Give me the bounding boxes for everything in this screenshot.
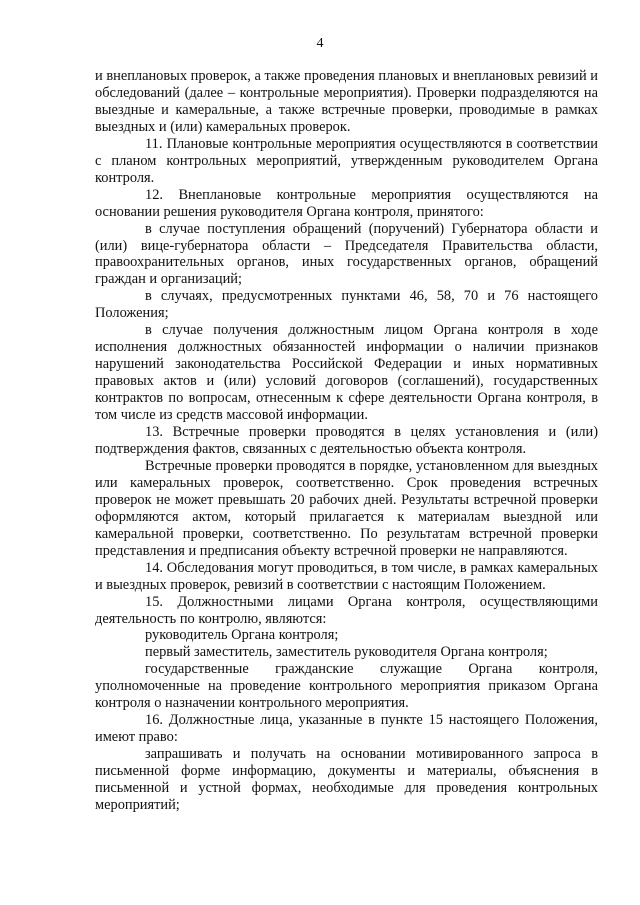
paragraph-subitem: в случаях, предусмотренных пунктами 46, 58, 70 и 76 настоящего Положения; bbox=[95, 288, 598, 322]
paragraph-subitem: запрашивать и получать на основании мотивированного запроса в письменной форме информацию, документы и материалы, объяснения в письменной и устной формах, необходимые для проведения контрольных мероприятий; bbox=[95, 746, 598, 813]
paragraph-subitem: руководитель Органа контроля; bbox=[145, 627, 339, 644]
paragraph-item-13: 13. Встречные проверки проводятся в целях установления и (или) подтверждения фактов, связанных с деятельностью объекта контроля. bbox=[95, 424, 598, 457]
page-number: 4 bbox=[316, 36, 324, 51]
document-body bbox=[95, 68, 598, 814]
paragraph-item-16: 16. Должностные лица, указанные в пункте 15 настоящего Положения, имеют право: bbox=[95, 712, 598, 746]
paragraph-item-14: 14. Обследования могут проводиться, в том числе, в рамках камеральных и выездных проверок, ревизий в соответствии с настоящим Положением. bbox=[95, 559, 598, 593]
paragraph-subitem: государственные гражданские служащие Органа контроля, уполномоченные на проведение контрольного мероприятия приказом Органа контроля о назначении контрольного мероприятия. bbox=[95, 661, 598, 712]
paragraph-item-11: 11. Плановые контрольные мероприятия осуществляются в соответствии с планом контрольных мероприятий, утвержденным руководителем Органа контроля. bbox=[95, 135, 598, 186]
paragraph-subitem: в случае получения должностным лицом Органа контроля в ходе исполнения должностных обязанностей информации о наличии признаков нарушений законодательства Российской Федерации и иных нормативных правовых актов и (или) условий договоров (соглашений), государственных контрактов по вопросам, отнесенным к сфере деятельности Органа контроля, в том числе из средств массовой информации. bbox=[95, 322, 598, 424]
paragraph-text: Встречные проверки проводятся в порядке, установленном для выездных или камеральных проверок, соответственно. Срок проведения встречных проверок не может превышать 20 рабочих дней. Результаты встречной проверки оформляются актом, который прилагается к материалам выездной или камеральной проверки, соответственно. По результатам встречной проверки представления и предписания объекту встречной проверки не направляются. bbox=[95, 457, 598, 559]
paragraph-item-15: 15. Должностными лицами Органа контроля, осуществляющими деятельность по контролю, являются: bbox=[95, 593, 598, 627]
paragraph-item-12: 12. Внеплановые контрольные мероприятия осуществляются на основании решения руководителя Органа контроля, принятого: bbox=[95, 186, 598, 220]
paragraph-subitem: первый заместитель, заместитель руководителя Органа контроля; bbox=[145, 644, 548, 661]
paragraph-subitem: в случае поступления обращений (поручений) Губернатора области и (или) вице-губернатора области – Председателя Правительства области, правоохранительных органов, иных государственных органов, обращений граждан и организаций; bbox=[95, 220, 598, 288]
paragraph-continuation: и внеплановых проверок, а также проведения плановых и внеплановых ревизий и обследований (далее – контрольные мероприятия). Проверки подразделяются на выездные и камеральные, а также встречные проверки, проводимые в рамках выездных и (или) камеральных проверок. bbox=[95, 68, 598, 135]
